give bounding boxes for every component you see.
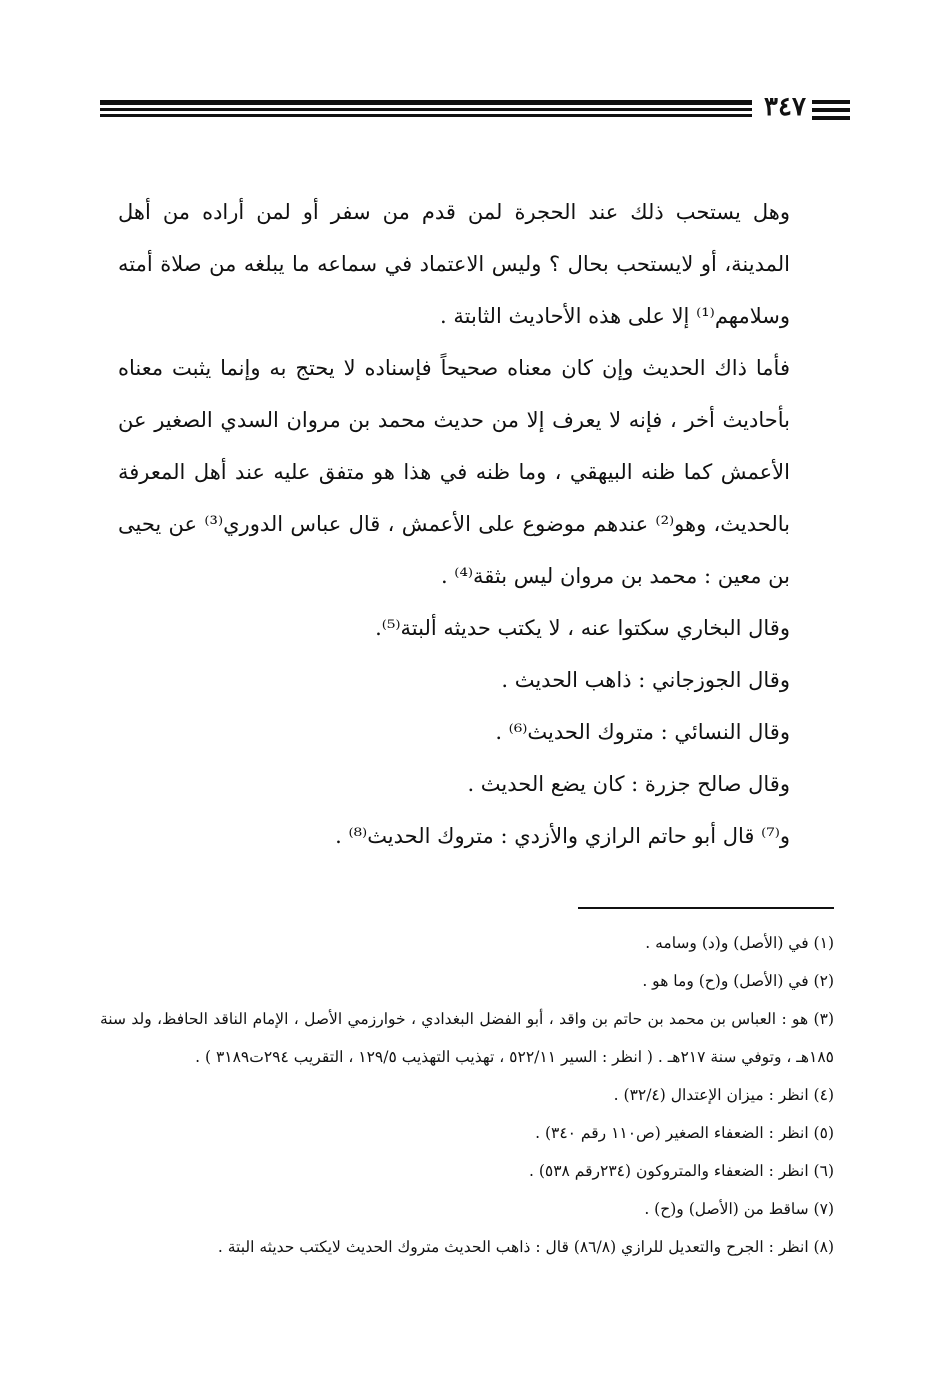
quote-juzjani: وقال الجوزجاني : ذاهب الحديث . <box>501 668 790 692</box>
quote-bukhari: وقال البخاري سكتوا عنه ، لا يكتب حديثه ألبتة⁽⁵⁾. <box>375 616 790 640</box>
header-bars <box>812 100 850 124</box>
footnote-8: (٨) انظر : الجرح والتعديل للرازي (٨٦/٨) قال : ذاهب الحديث متروك الحديث لايكتب حديثه البتة . <box>217 1238 834 1256</box>
paragraph-2: فأما ذاك الحديث وإن كان معناه صحيحاً فإسناده لا يحتج به وإنما يثبت معناه بأحاديث أخر ، فإنه لا يعرف إلا من حديث محمد بن مروان السدي الصغير عن الأعمش كما ظنه البيهقي ، وما ظنه في هذا هو متفق عليه عند أهل المعرفة بالحديث، وهو⁽²⁾ عندهم موضوع على الأعمش ، قال عباس الدوري⁽³⁾ عن يحيى بن معين : محمد بن مروان ليس بثقة⁽⁴⁾ . <box>118 356 790 588</box>
footnote-6: (٦) انظر : الضعفاء والمتروكون (٢٣٤رقم ٥٣٨) . <box>528 1162 834 1180</box>
footnote-2: (٢) في (الأصل) و(ح) وما هو . <box>642 972 834 990</box>
page-number: ٣٤٧ <box>764 92 806 122</box>
footnote-7: (٧) ساقط من (الأصل) و(ح) . <box>644 1200 834 1218</box>
footnote-5: (٥) انظر : الضعفاء الصغير (ص١١٠ رقم ٣٤٠) . <box>535 1124 834 1142</box>
page-header <box>100 92 850 126</box>
footnote-1: (١) في (الأصل) و(د) وسامه . <box>645 934 834 952</box>
quote-abu-hatim: و⁽⁷⁾ قال أبو حاتم الرازي والأزدي : متروك الحديث⁽⁸⁾ . <box>335 824 790 848</box>
footnote-3: (٣) هو : العباس بن محمد بن حاتم بن واقد ، أبو الفضل البغدادي ، خوارزمي الأصل ، الإمام الناقد الحافظ، ولد سنة ١٨٥هـ ، وتوفي سنة ٢١٧هـ . ( انظر : السير ٥٢٢/١١ ، تهذيب التهذيب ١٢٩/٥ ، التقريب ٢٩٤ت٣١٨٩ ) . <box>100 1010 834 1066</box>
footnote-separator <box>578 907 834 909</box>
header-rule <box>100 100 752 120</box>
main-text <box>118 186 834 862</box>
footnote-4: (٤) انظر : ميزان الإعتدال (٣٢/٤) . <box>613 1086 834 1104</box>
paragraph-1: وهل يستحب ذلك عند الحجرة لمن قدم من سفر أو لمن أراده من أهل المدينة، أو لايستحب بحال ؟ وليس الاعتماد في سماعه ما يبلغه من صلاة أمته وسلامهم⁽¹⁾ إلا على هذه الأحاديث الثابتة . <box>118 200 790 328</box>
quote-nasai: وقال النسائي : متروك الحديث⁽⁶⁾ . <box>495 720 790 744</box>
footnotes <box>100 924 834 1266</box>
quote-salih-jazara: وقال صالح جزرة : كان يضع الحديث . <box>467 772 790 796</box>
